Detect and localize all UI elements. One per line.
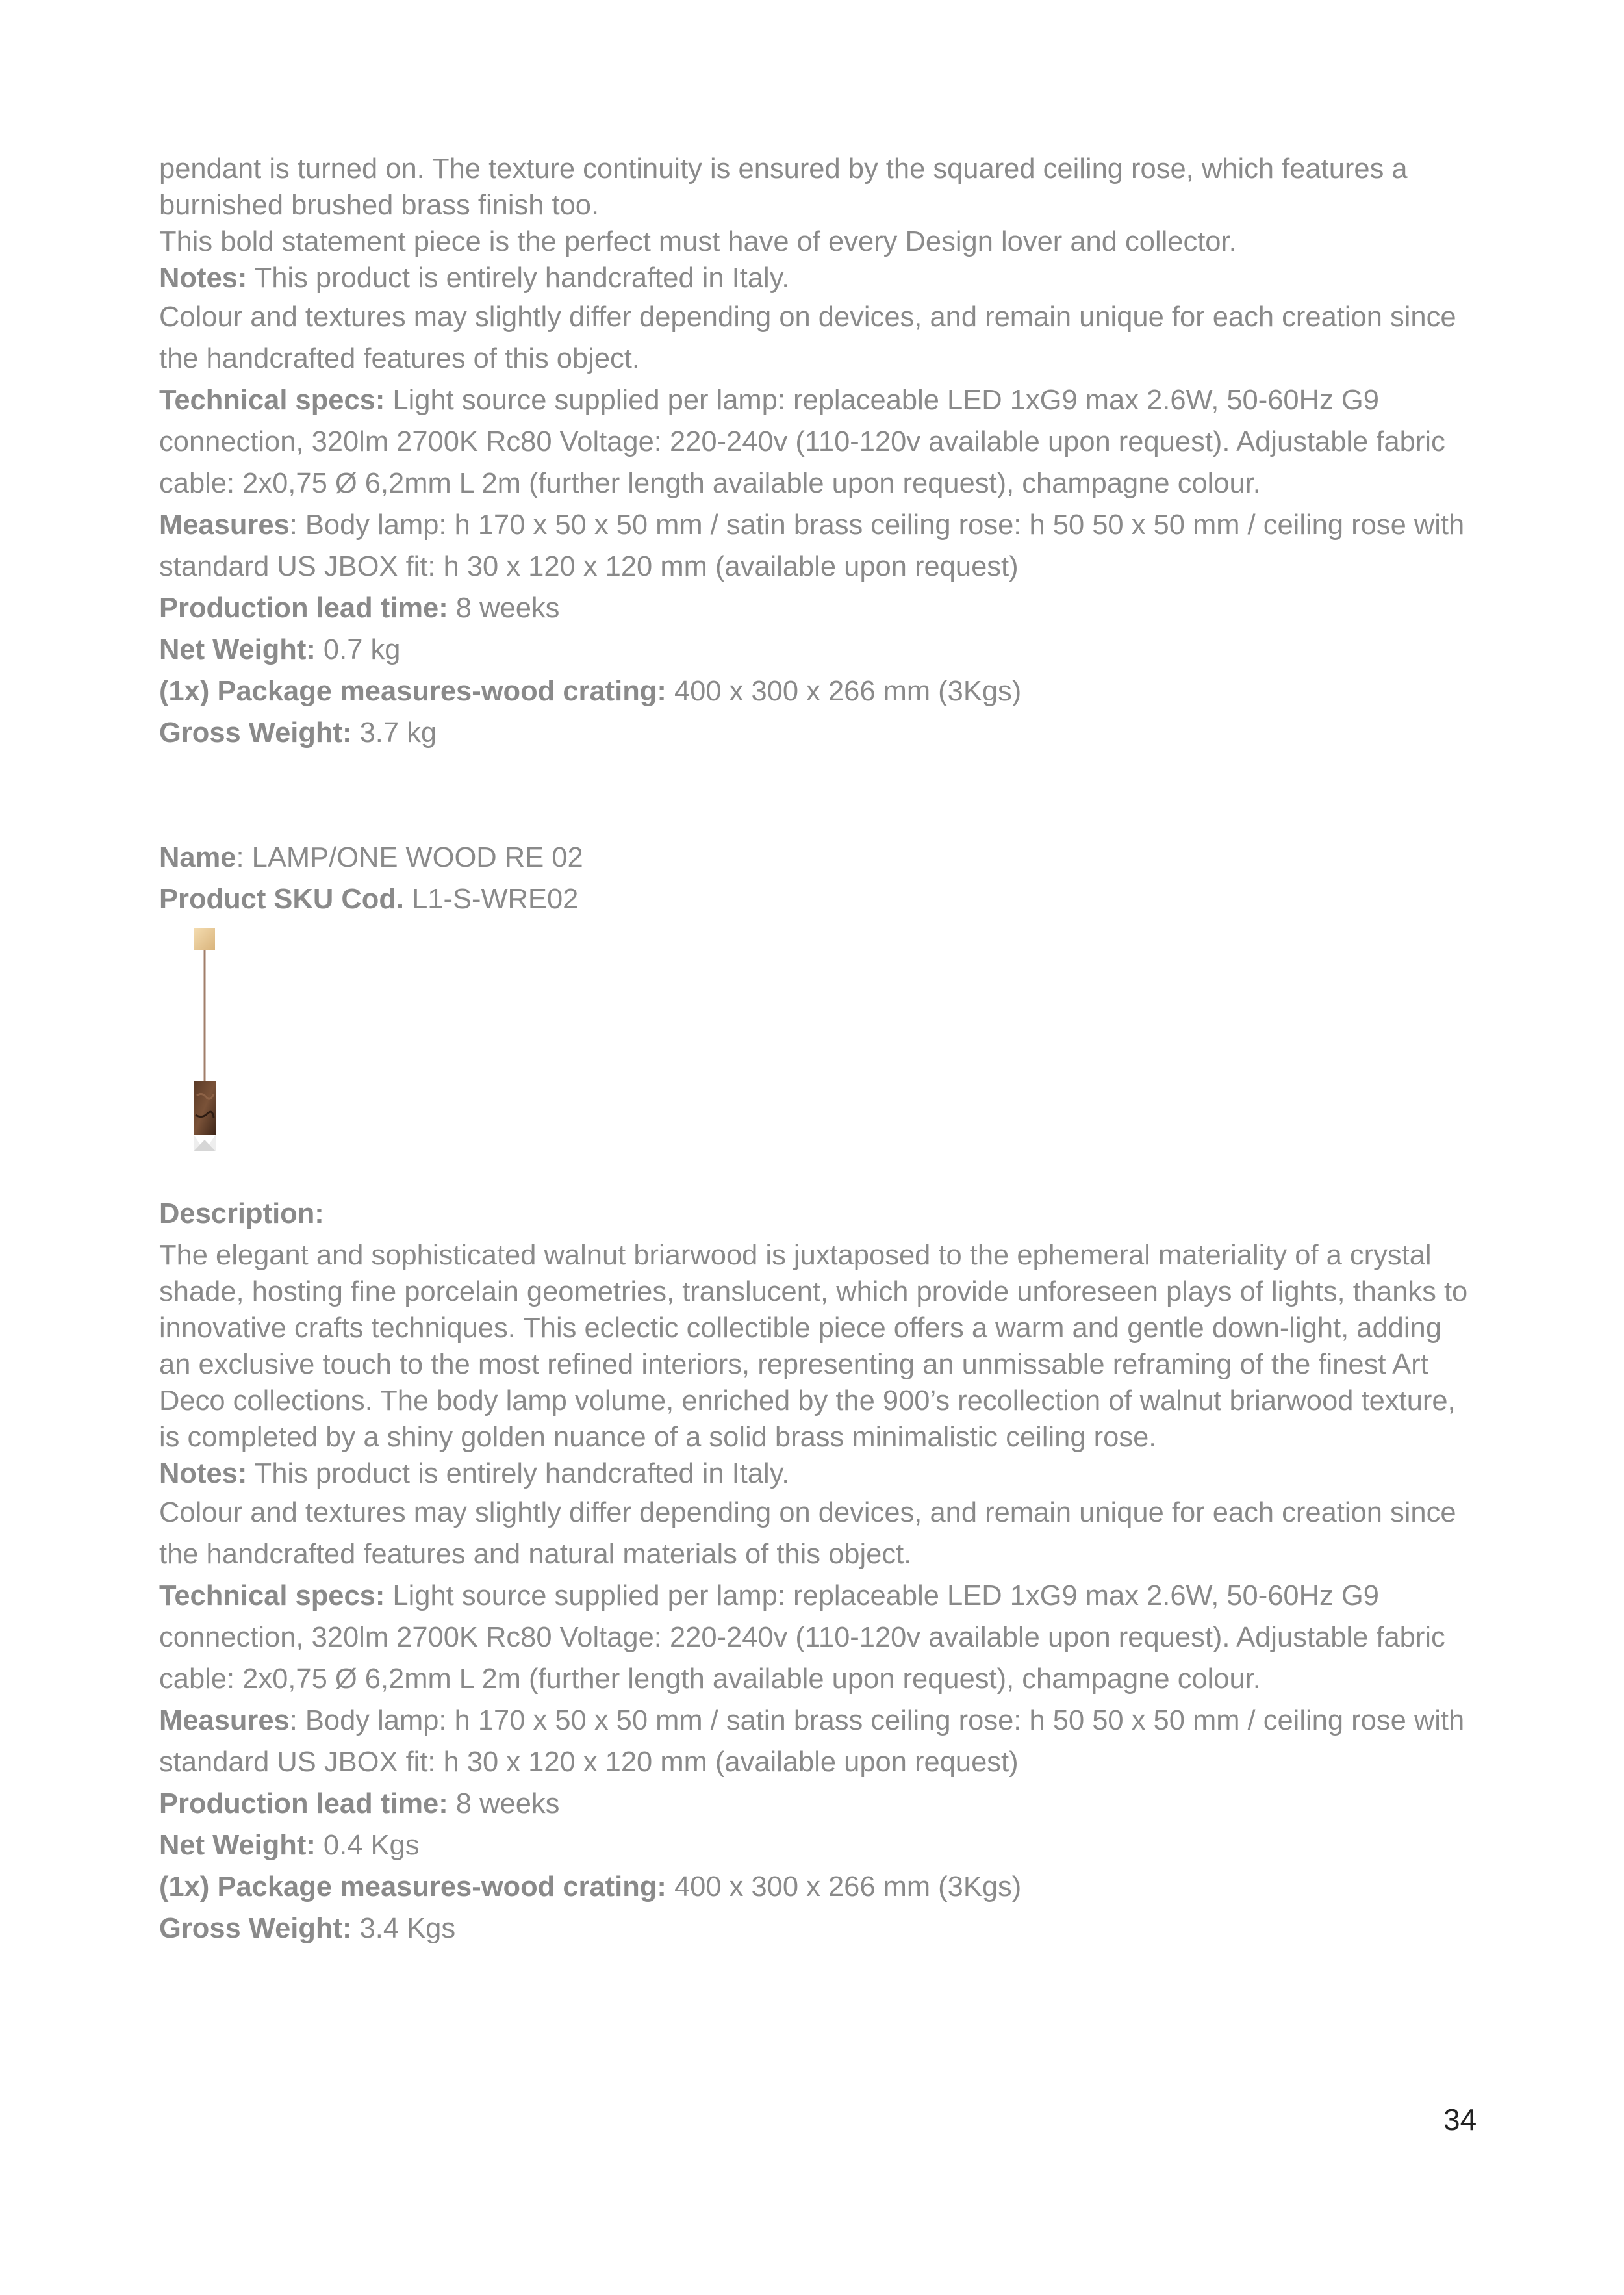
prev-notes: Notes: This product is entirely handcrafted in Italy.: [159, 263, 790, 294]
page-number: 34: [1443, 2103, 1477, 2136]
product-net-weight: Net Weight: 0.4 Kgs: [159, 1830, 420, 1861]
prev-lead-time: Production lead time: 8 weeks: [159, 593, 560, 624]
product-colour-note: Colour and textures may slightly differ depending on devices, and remain unique for each creation since the handcrafted features and natural materials of this object.: [159, 1497, 1456, 1570]
walnut-body: [194, 1081, 216, 1135]
product-gross-weight: Gross Weight: 3.4 Kgs: [159, 1913, 456, 1944]
description-label: Description:: [159, 1198, 324, 1229]
product-name: Name: LAMP/ONE WOOD RE 02: [159, 842, 583, 873]
prev-package-measures: (1x) Package measures-wood crating: 400 x 300 x 266 mm (3Kgs): [159, 676, 1022, 707]
prev-colour-note: Colour and textures may slightly differ depending on devices, and remain unique for each creation since the handcrafted features of this object.: [159, 301, 1456, 374]
product-measures: Measures: Body lamp: h 170 x 50 x 50 mm / satin brass ceiling rose: h 50 50 x 50 mm / ceiling rose with standard US JBOX fit: h 30 x 120 x 120 mm (available upon request): [159, 1705, 1465, 1778]
prev-gross-weight: Gross Weight: 3.7 kg: [159, 717, 437, 749]
prev-measures: Measures: Body lamp: h 170 x 50 x 50 mm / satin brass ceiling rose: h 50 50 x 50 mm / ceiling rose with standard US JBOX fit: h 30 x 120 x 120 mm (available upon request): [159, 509, 1465, 582]
notes-label: Notes:: [159, 263, 247, 294]
prev-description-tail: pendant is turned on. The texture continuity is ensured by the squared ceiling rose, which features a burnished brushed brass finish too.: [159, 153, 1408, 221]
prev-technical-specs: Technical specs: Light source supplied per lamp: replaceable LED 1xG9 max 2.6W, 50-60Hz G9 connection, 320lm 2700K Rc80 Voltage: 220-240v (110-120v available upon request). Adjustable fabric cable: 2x0,75 Ø 6,2mm L 2m (further length available upon request), champagne colour.: [159, 385, 1445, 499]
product-notes: Notes: This product is entirely handcrafted in Italy.: [159, 1458, 790, 1489]
product-lead-time: Production lead time: 8 weeks: [159, 1788, 560, 1819]
product-package-measures: (1x) Package measures-wood crating: 400 x 300 x 266 mm (3Kgs): [159, 1871, 1022, 1903]
lamp-product-image: [185, 925, 224, 1172]
ceiling-rose: [194, 928, 215, 950]
product-technical-specs: Technical specs: Light source supplied per lamp: replaceable LED 1xG9 max 2.6W, 50-60Hz G9 connection, 320lm 2700K Rc80 Voltage: 220-240v (110-120v available upon request). Adjustable fabric cable: 2x0,75 Ø 6,2mm L 2m (further length available upon request), champagne colour.: [159, 1580, 1445, 1695]
product-sku: Product SKU Cod. L1-S-WRE02: [159, 884, 579, 915]
prev-net-weight: Net Weight: 0.7 kg: [159, 634, 401, 665]
document-page: [159, 151, 1478, 1949]
description-text: The elegant and sophisticated walnut briarwood is juxtaposed to the ephemeral materiality of a crystal shade, hosting fine porcelain geometries, translucent, which provide unforeseen plays of lights, thanks to innovative crafts techniques. This eclectic collectible piece offers a warm and gentle down-light, adding an exclusive touch to the most refined interiors, representing an unmissable reframing of the finest Art Deco collections. The body lamp volume, enriched by the 900’s recollection of walnut briarwood texture, is completed by a shiny golden nuance of a solid brass minimalistic ceiling rose.: [159, 1240, 1468, 1453]
prev-statement: This bold statement piece is the perfect must have of every Design lover and collector.: [159, 226, 1237, 257]
